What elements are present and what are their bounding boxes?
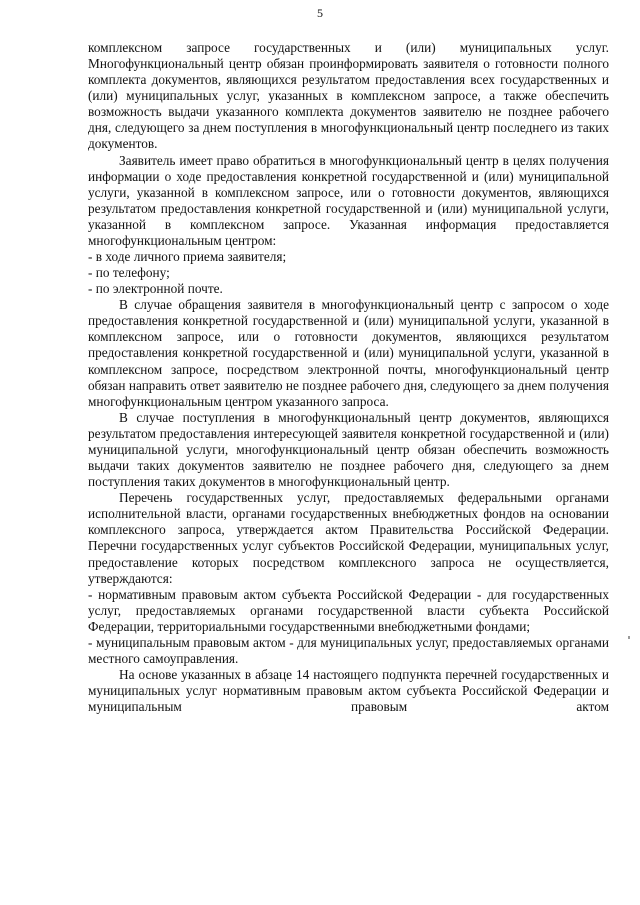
page-body (88, 40, 609, 715)
list-item-phone: - по телефону; (88, 265, 170, 281)
list-item-personal-visit: - в ходе личного приема заявителя; (88, 249, 287, 265)
paragraph-applicant-right: Заявитель имеет право обратиться в многофункциональный центр в целях получения информации о ходе предоставления конкретной государственной и (или) муниципальной услуги, указанной в комплексном запросе, или о готовности документов, являющихся результатом предоставления конкретной государственной и (или) муниципальной услуги, указанной в комплексном запросе. Указанная информация предоставляется многофункциональным центром: (88, 152, 609, 248)
list-item-email: - по электронной почте. (88, 281, 223, 297)
list-item-regional-act: - нормативным правовым актом субъекта Российской Федерации - для государственных услуг, предоставляемых органами государственной власти субъекта Российской Федерации, территориальными государственными внебюджетными фондами; (88, 586, 609, 634)
paragraph-documents-received: В случае поступления в многофункциональный центр документов, являющихся результатом предоставления интересующей заявителя конкретной государственной и (или) муниципальной услуги, многофункциональный центр обязан обеспечить возможность выдачи таких документов заявителю не позднее рабочего дня, следующего за днем поступления таких документов в многофункциональный центр. (88, 409, 609, 490)
page-number: 5 (317, 6, 323, 20)
scan-speck (628, 636, 630, 639)
paragraph-basis-paragraph-14: На основе указанных в абзаце 14 настоящего подпункта перечней государственных и муниципальных услуг нормативным правовым актом субъекта Российской Федерации и муниципальным правовым актом (88, 667, 609, 715)
paragraph-email-request: В случае обращения заявителя в многофункциональный центр с запросом о ходе предоставления конкретной государственной и (или) муниципальной услуги, указанной в комплексном запросе, или о готовности документов, являющихся результатом предоставления конкретной государственной и (или) муниципальной услуги, указанной в комплексном запросе, посредством электронной почты, многофункциональный центр обязан направить ответ заявителю не позднее рабочего дня, следующего за днем получения многофункциональным центром указанного запроса. (88, 297, 609, 409)
paragraph-services-list: Перечень государственных услуг, предоставляемых федеральными органами исполнительной власти, органами государственных внебюджетных фондов на основании комплексного запроса, утверждается актом Правительства Российской Федерации. Перечни государственных услуг субъектов Российской Федерации, муниципальных услуг, предоставление которых посредством комплексного запроса не осуществляется, утверждаются: (88, 490, 609, 586)
list-item-municipal-act: - муниципальным правовым актом - для муниципальных услуг, предоставляемых органами местного самоуправления. (88, 634, 609, 666)
paragraph-complex-request-end: комплексном запросе государственных и (или) муниципальных услуг. Многофункциональный центр обязан проинформировать заявителя о готовности полного комплекта документов, являющихся результатом предоставления всех государственных и (или) муниципальных услуг, указанных в комплексном запросе, а также обеспечить возможность выдачи указанного комплекта документов заявителю не позднее рабочего дня, следующего за днем поступления в многофункциональный центр последнего из таких документов. (88, 40, 609, 152)
